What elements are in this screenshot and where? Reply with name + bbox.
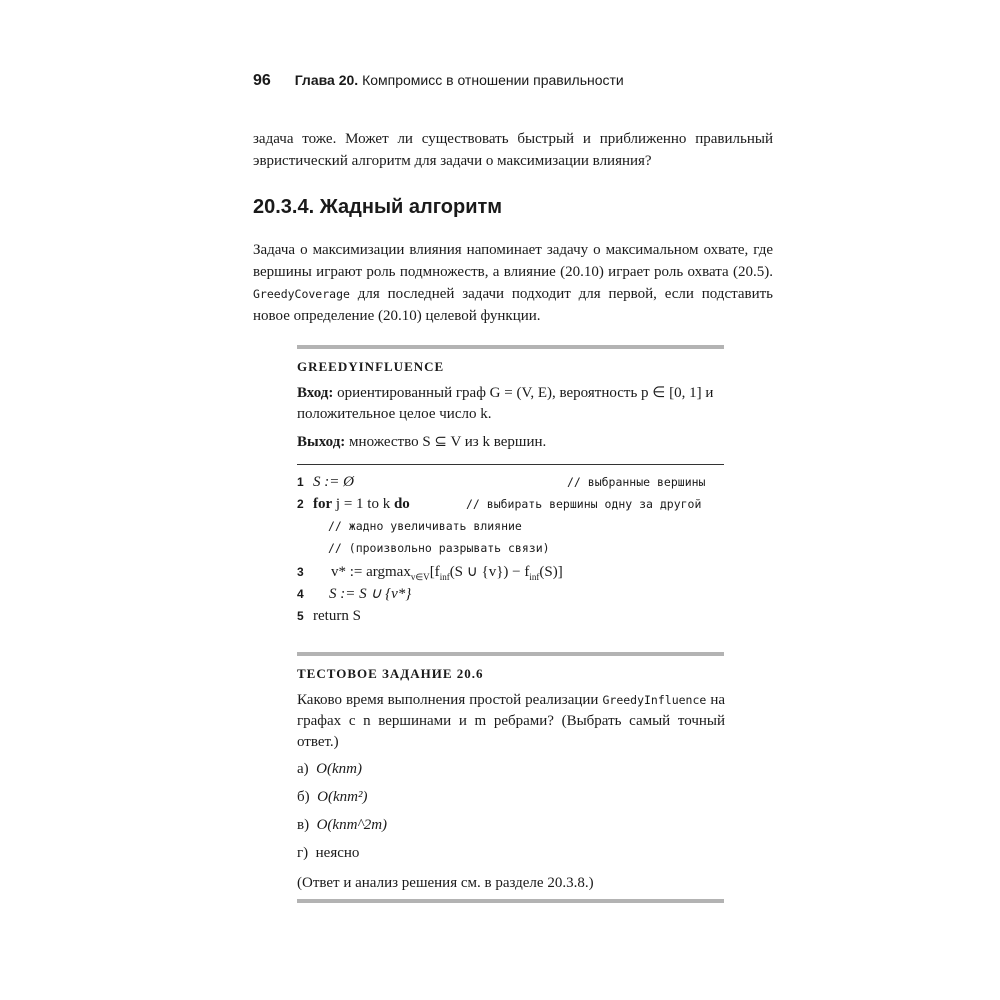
quiz-top-rule <box>297 652 724 656</box>
section-heading: 20.3.4. Жадный алгоритм <box>253 196 503 218</box>
code-comment-3: // жадно увеличивать влияние <box>328 519 522 533</box>
code-subscript: inf <box>439 572 450 582</box>
quiz-answer-note: (Ответ и анализ решения см. в разделе 20.3.8.) <box>297 875 594 891</box>
quiz-option-b <box>297 787 725 808</box>
line-number: 1 <box>297 475 304 489</box>
option-label: в) <box>297 817 310 833</box>
code-line-3 <box>297 561 563 583</box>
code-subscript: v∈V <box>410 572 430 582</box>
algorithm-top-rule <box>297 345 724 349</box>
chapter-label: Глава 20. <box>294 72 359 88</box>
section-text-1: Задача о максимизации влияния напоминает задачу о максимальном охвате, где вершины играют роль подмножеств, а влияние (20.10) играет роль охвата (20.5). <box>253 242 773 280</box>
section-text-2: для последней задачи подходит для первой, если подставить новое определение (20.10) целевой функции. <box>253 286 773 324</box>
code-line-2 <box>297 493 410 515</box>
inline-code-greedycoverage: GreedyCoverage <box>253 287 350 301</box>
option-text: O(knm²) <box>317 789 368 805</box>
intro-paragraph: задача тоже. Может ли существовать быстрый и приближенно правильный эвристический алгоритм для задачи о максимизации влияния? <box>253 131 773 169</box>
line-number: 4 <box>297 587 304 601</box>
page-number: 96 <box>253 72 271 89</box>
code-line-1 <box>297 471 354 493</box>
code-line-4 <box>297 583 411 605</box>
option-label: г) <box>297 845 309 861</box>
code-subscript: inf <box>529 572 540 582</box>
option-text: O(knm) <box>316 761 362 777</box>
quiz-question <box>297 690 725 753</box>
input-text: ориентированный граф G = (V, E), вероятность p ∈ [0, 1] и положительное целое число k. <box>297 385 714 422</box>
option-text: O(knm^2m) <box>316 817 388 833</box>
input-label: Вход: <box>297 385 334 401</box>
option-label: а) <box>297 761 309 777</box>
code-text: v* := argmax <box>331 564 411 580</box>
keyword-do: do <box>393 496 410 512</box>
code-text: S := S ∪ {v*} <box>329 586 412 602</box>
section-paragraph <box>253 239 773 327</box>
code-text: [f <box>429 564 440 580</box>
code-text: return S <box>313 608 361 624</box>
code-text: (S ∪ {v}) − f <box>449 564 530 580</box>
quiz-option-a <box>297 759 725 780</box>
code-comment-4: // (произвольно разрывать связи) <box>328 541 550 555</box>
code-text: S := Ø <box>313 474 354 490</box>
question-text-2: на графах с n вершинами и m ребрами? (Выбрать самый точный ответ.) <box>297 692 726 750</box>
algorithm-title: GREEDYINFLUENCE <box>297 359 445 374</box>
quiz-option-c <box>297 815 725 836</box>
code-comment-2: // выбирать вершины одну за другой <box>466 497 702 511</box>
code-line-5 <box>297 605 361 627</box>
line-number: 5 <box>297 609 304 623</box>
code-text: j = 1 to k <box>335 496 391 512</box>
code-text: (S)] <box>539 564 563 580</box>
quiz-bottom-rule <box>297 899 724 903</box>
code-comment-1: // выбранные вершины <box>567 475 706 489</box>
quiz-title: ТЕСТОВОЕ ЗАДАНИЕ 20.6 <box>297 666 484 681</box>
option-label: б) <box>297 789 310 805</box>
running-header <box>253 72 773 96</box>
question-text-1: Каково время выполнения простой реализации <box>297 692 603 708</box>
chapter-title: Компромисс в отношении правильности <box>362 72 624 88</box>
keyword-for: for <box>313 496 333 512</box>
algorithm-input <box>297 383 725 425</box>
output-text: множество S ⊆ V из k вершин. <box>349 434 547 450</box>
line-number: 2 <box>297 497 304 511</box>
quiz-option-d <box>297 843 725 864</box>
algorithm-divider <box>297 464 724 465</box>
output-label: Выход: <box>297 434 346 450</box>
algorithm-output <box>297 432 725 453</box>
line-number: 3 <box>297 565 304 579</box>
inline-code-greedyinfluence: GreedyInfluence <box>602 693 707 707</box>
option-text: неясно <box>315 845 360 861</box>
